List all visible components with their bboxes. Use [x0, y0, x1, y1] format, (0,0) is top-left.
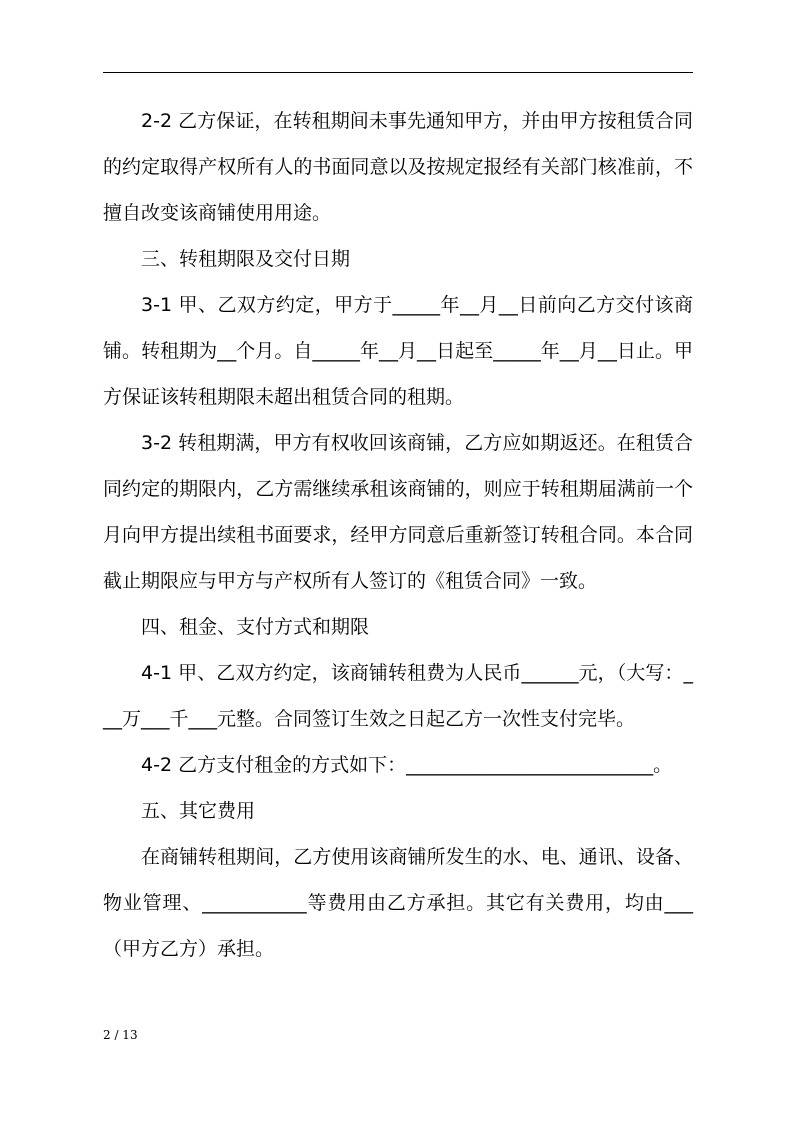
paragraph-other-fees: 在商铺转租期间，乙方使用该商铺所发生的水、电、通讯、设备、物业管理、___________等费用由乙方承担。其它有关费用，均由___（甲方乙方）承担。	[103, 846, 693, 960]
section-heading-4: 四、租金、支付方式和期限	[141, 616, 370, 638]
paragraph-3-1: 3-1 甲、乙双方约定，甲方于_____年__月__日前向乙方交付该商铺。转租期为__个月。自_____年__月__日起至_____年__月__日止。甲方保证该转租期限未超出租赁合同的租期。	[103, 294, 693, 408]
document-body	[103, 98, 693, 972]
paragraph-2-2: 2-2 乙方保证，在转租期间未事先通知甲方，并由甲方按租赁合同的约定取得产权所有人的书面同意以及按规定报经有关部门核准前，不擅自改变该商铺使用用途。	[103, 110, 693, 224]
paragraph-4-1: 4-1 甲、乙双方约定，该商铺转租费为人民币______元，（大写：___万___千___元整。合同签订生效之日起乙方一次性支付完毕。	[103, 662, 693, 730]
section-heading-3: 三、转租期限及交付日期	[141, 248, 351, 270]
paragraph-3-2: 3-2 转租期满，甲方有权收回该商铺，乙方应如期返还。在租赁合同约定的期限内，乙方需继续承租该商铺的，则应于转租期届满前一个月向甲方提出续租书面要求，经甲方同意后重新签订转租合同。本合同截止期限应与甲方与产权所有人签订的《租赁合同》一致。	[103, 432, 693, 592]
paragraph-4-2: 4-2 乙方支付租金的方式如下：__________________________。	[141, 754, 673, 776]
page-number: 2 / 13	[103, 1028, 138, 1042]
header-rule	[103, 72, 693, 73]
section-heading-5: 五、其它费用	[141, 800, 256, 822]
